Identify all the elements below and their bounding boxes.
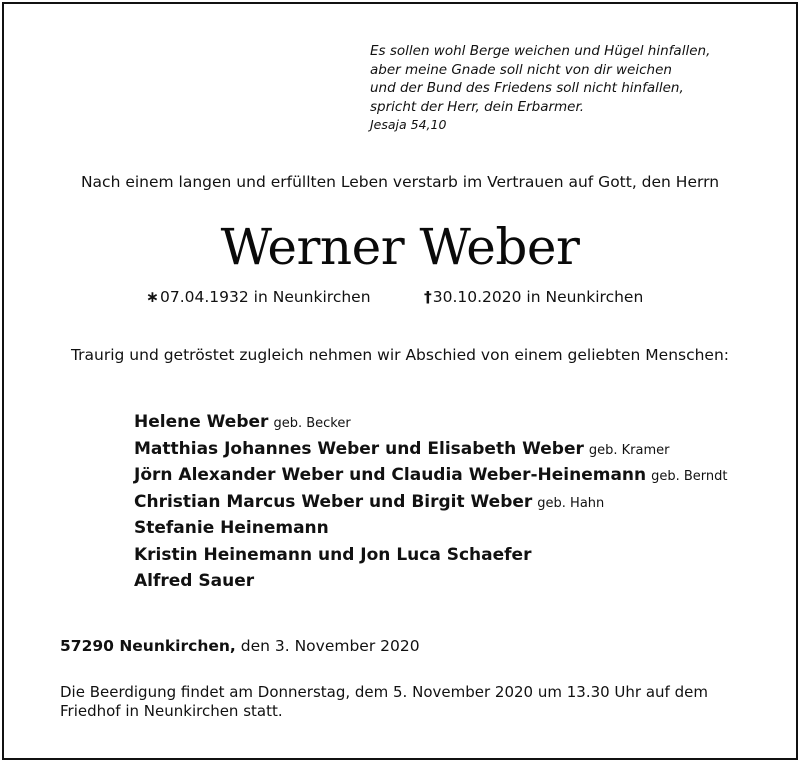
- verse-line: aber meine Gnade soll nicht von dir weichen: [370, 61, 672, 78]
- date: den 3. November 2020: [235, 637, 420, 655]
- mourner-name: Christian Marcus Weber und Birgit Weber: [134, 491, 533, 512]
- verse-line: spricht der Herr, dein Erbarmer.: [370, 98, 585, 115]
- death-text: 30.10.2020 in Neunkirchen: [432, 288, 644, 306]
- mourner-item: [134, 439, 728, 466]
- mourner-item: [134, 412, 728, 439]
- bible-verse: [370, 42, 770, 133]
- mourner-name: Jörn Alexander Weber und Claudia Weber-Heinemann: [134, 465, 647, 485]
- mourner-item: [134, 571, 728, 598]
- death-date: [424, 288, 643, 306]
- mourner-name: Kristin Heinemann und Jon Luca Schaefer: [134, 544, 532, 565]
- mourners-list: [134, 412, 728, 598]
- mourner-name: Stefanie Heinemann: [134, 518, 329, 538]
- mourner-maiden-name: geb. Becker: [273, 416, 351, 431]
- mourner-maiden-name: geb. Hahn: [537, 495, 605, 511]
- verse-line: und der Bund des Friedens soll nicht hinfallen,: [370, 80, 684, 96]
- cross-icon: †: [424, 288, 432, 306]
- mourner-maiden-name: geb. Berndt: [651, 469, 728, 484]
- funeral-notice: Die Beerdigung findet am Donnerstag, dem 5. November 2020 um 13.30 Uhr auf dem Friedhof in Neunkirchen statt.: [60, 683, 708, 720]
- farewell-text: Traurig und getröstet zugleich nehmen wir Abschied von einem geliebten Menschen:: [70, 346, 730, 364]
- birth-star-icon: ∗: [146, 288, 159, 306]
- mourner-item: [134, 545, 728, 572]
- verse-source: Jesaja 54,10: [370, 117, 447, 132]
- place-and-date: [60, 637, 420, 655]
- mourner-maiden-name: geb. Kramer: [588, 442, 670, 458]
- mourner-item: [134, 518, 728, 545]
- mourner-item: [134, 465, 728, 492]
- deceased-name: Werner Weber: [220, 218, 580, 276]
- mourner-name: Alfred Sauer: [134, 571, 255, 591]
- intro-text: Nach einem langen und erfüllten Leben verstarb im Vertrauen auf Gott, den Herrn: [80, 173, 720, 191]
- birth-date: [146, 288, 371, 306]
- mourner-item: [134, 492, 728, 519]
- mourner-name: Helene Weber: [134, 412, 269, 432]
- birth-text: 07.04.1932 in Neunkirchen: [160, 288, 371, 306]
- verse-line: Es sollen wohl Berge weichen und Hügel hinfallen,: [370, 43, 711, 59]
- mourner-name: Matthias Johannes Weber und Elisabeth Weber: [134, 438, 584, 459]
- place: 57290 Neunkirchen,: [60, 637, 236, 655]
